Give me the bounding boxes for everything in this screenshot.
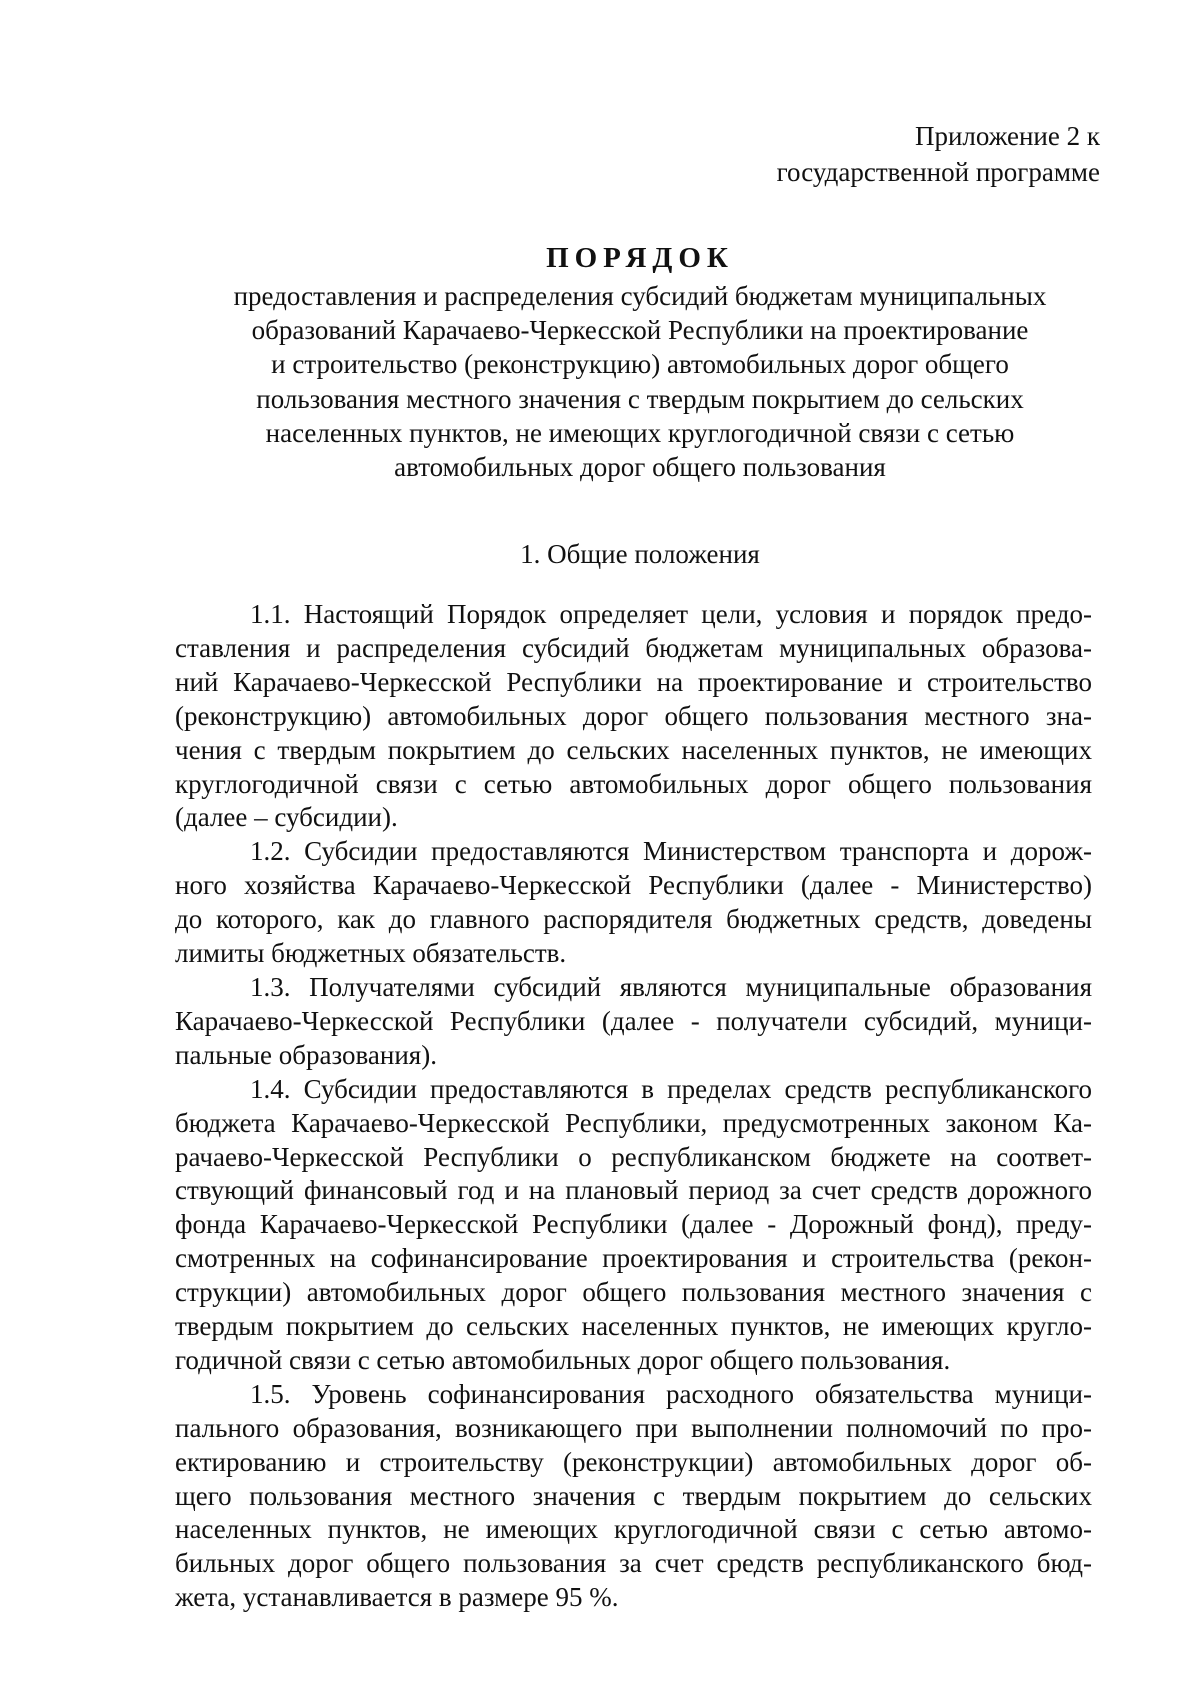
appendix-note	[777, 118, 1100, 190]
text-line: 1.5. Уровень софинансирования расходного обязательства муници-	[250, 1378, 1092, 1409]
text-line: чения с твердым покрытием до сельских населенных пунктов, не имеющих	[175, 734, 1092, 765]
text-line: 1.1. Настоящий Порядок определяет цели, условия и порядок предо-	[250, 599, 1092, 629]
text-line: круглогодичной связи с сетью автомобильных дорог общего пользования	[175, 768, 1092, 799]
subtitle-line: автомобильных дорог общего пользования	[394, 452, 886, 483]
text-line: пальные образования).	[175, 1039, 437, 1070]
text-line: годичной связи с сетью автомобильных дорог общего пользования.	[175, 1344, 951, 1375]
text-line: до которого, как до главного распорядителя бюджетных средств, доведены	[175, 904, 1092, 935]
text-line: щего пользования местного значения с твердым покрытием до сельских	[175, 1480, 1092, 1511]
text-line: населенных пунктов, не имеющих круглогодичной связи с сетью автомо-	[175, 1514, 1092, 1545]
text-line: Карачаево-Черкесской Республики (далее - получатели субсидий, муници-	[175, 1005, 1092, 1036]
text-line: смотренных на софинансирование проектирования и строительства (рекон-	[175, 1243, 1092, 1274]
paragraph-1-1	[175, 598, 1092, 835]
text-line: ствующий финансовый год и на плановый период за счет средств дорожного	[175, 1175, 1092, 1206]
text-line: рачаево-Черкесской Республики о республиканском бюджете на соответ-	[175, 1141, 1092, 1172]
paragraph-1-4	[175, 1073, 1092, 1378]
appendix-line-1: Приложение 2 к	[914, 121, 1100, 151]
paragraph-1-5	[175, 1378, 1092, 1615]
document-subtitle	[160, 279, 1120, 484]
subtitle-line: предоставления и распределения субсидий бюджетам муниципальных	[233, 281, 1047, 311]
text-line: ний Карачаево-Черкесской Республики на проектирование и строительство	[175, 666, 1092, 697]
text-line: ставления и распределения субсидий бюджетам муниципальных образова-	[175, 632, 1092, 663]
text-line: 1.4. Субсидии предоставляются в пределах средств республиканского	[250, 1073, 1092, 1104]
text-line: пального образования, возникающего при выполнении полномочий по про-	[175, 1412, 1092, 1443]
paragraph-1-2	[175, 835, 1092, 971]
text-line: (далее – субсидии).	[175, 802, 398, 833]
text-line: (реконструкцию) автомобильных дорог общего пользования местного зна-	[175, 700, 1092, 731]
text-line: струкции) автомобильных дорог общего пользования местного значения с	[175, 1277, 1092, 1308]
text-line: твердым покрытием до сельских населенных пунктов, не имеющих кругло-	[175, 1311, 1092, 1342]
text-line: бильных дорог общего пользования за счет средств республиканского бюд-	[175, 1548, 1092, 1579]
subtitle-line: пользования местного значения с твердым покрытием до сельских	[256, 383, 1024, 414]
text-line: лимиты бюджетных обязательств.	[175, 938, 567, 969]
document-body	[175, 598, 1092, 1615]
text-line: ного хозяйства Карачаево-Черкесской Республики (далее - Министерство)	[175, 870, 1092, 901]
text-line: фонда Карачаево-Черкесской Республики (далее - Дорожный фонд), преду-	[175, 1209, 1092, 1240]
text-line: 1.3. Получателями субсидий являются муниципальные образования	[250, 971, 1092, 1002]
text-line: ектированию и строительству (реконструкции) автомобильных дорог об-	[175, 1446, 1092, 1477]
subtitle-line: образований Карачаево-Черкесской Республики на проектирование	[251, 315, 1029, 346]
text-line: бюджета Карачаево-Черкесской Республики, предусмотренных законом Ка-	[175, 1107, 1092, 1138]
section-heading: 1. Общие положения	[520, 539, 760, 569]
subtitle-line: и строительство (реконструкцию) автомобильных дорог общего	[271, 349, 1009, 380]
paragraph-1-3	[175, 971, 1092, 1073]
appendix-line-2: государственной программе	[776, 157, 1100, 187]
text-line: жета, устанавливается в размере 95 %.	[175, 1582, 619, 1613]
document-title: ПОРЯДОК	[546, 242, 734, 274]
subtitle-line: населенных пунктов, не имеющих круглогодичной связи с сетью	[265, 417, 1015, 448]
text-line: 1.2. Субсидии предоставляются Министерством транспорта и дорож-	[250, 836, 1092, 867]
